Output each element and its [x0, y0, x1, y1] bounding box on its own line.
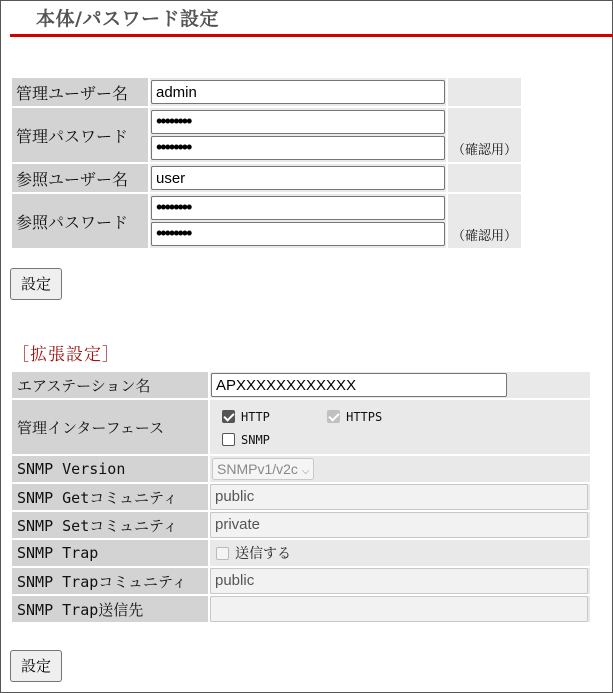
title-divider — [10, 34, 613, 37]
admin-password-label: 管理パスワード — [12, 108, 148, 162]
snmp-get-community-input: public — [210, 484, 588, 510]
admin-user-label: 管理ユーザー名 — [12, 78, 148, 106]
snmp-version-value: SNMPv1/v2c — [217, 461, 298, 477]
snmp-version-label: SNMP Version — [12, 456, 208, 482]
ref-user-label: 参照ユーザー名 — [12, 164, 148, 192]
http-option[interactable] — [222, 406, 322, 425]
snmp-trap-label: SNMP Trap — [12, 540, 208, 566]
ref-password-input[interactable]: •••••••• — [151, 196, 445, 220]
snmp-version-select — [212, 458, 314, 480]
snmp-option[interactable] — [210, 427, 590, 452]
ref-password-confirm-note: （確認用） — [452, 229, 518, 244]
https-option — [327, 406, 382, 425]
station-name-input[interactable] — [211, 373, 507, 397]
ref-password-label: 参照パスワード — [12, 194, 148, 248]
snmp-set-community-label: SNMP Setコミュニティ — [12, 512, 208, 538]
https-checkbox — [327, 410, 340, 423]
snmp-checkbox[interactable] — [222, 433, 235, 446]
snmp-set-community-input: private — [210, 512, 588, 538]
ref-password-confirm-input[interactable]: •••••••• — [151, 222, 445, 246]
snmp-label: SNMP — [241, 432, 270, 447]
snmp-trap-dest-label: SNMP Trap送信先 — [12, 596, 208, 622]
ref-user-input[interactable] — [151, 166, 445, 190]
page-title: 本体/パスワード設定 — [36, 8, 219, 30]
snmp-trap-dest-input — [210, 596, 588, 622]
snmp-trap-checkbox — [216, 547, 229, 560]
http-checkbox[interactable] — [222, 410, 235, 423]
snmp-trap-community-input: public — [210, 568, 588, 594]
extended-form — [10, 370, 592, 624]
station-name-label: エアステーション名 — [12, 372, 208, 398]
account-submit-button[interactable]: 設定 — [10, 268, 62, 300]
admin-password-confirm-input[interactable]: •••••••• — [151, 136, 445, 160]
snmp-trap-option-label: 送信する — [235, 546, 291, 563]
extended-section-title: ［拡張設定］ — [12, 345, 120, 365]
http-label: HTTP — [241, 409, 270, 424]
snmp-get-community-label: SNMP Getコミュニティ — [12, 484, 208, 510]
mgmt-interface-label: 管理インターフェース — [12, 400, 208, 454]
account-form — [10, 76, 523, 250]
chevron-down-icon: ⌵ — [301, 466, 310, 477]
admin-password-input[interactable]: •••••••• — [151, 110, 445, 134]
snmp-trap-option — [216, 543, 291, 562]
extended-submit-button[interactable]: 設定 — [10, 650, 62, 682]
https-label: HTTPS — [346, 409, 383, 424]
admin-user-input[interactable] — [151, 80, 445, 104]
snmp-trap-community-label: SNMP Trapコミュニティ — [12, 568, 208, 594]
admin-password-confirm-note: （確認用） — [452, 143, 518, 158]
